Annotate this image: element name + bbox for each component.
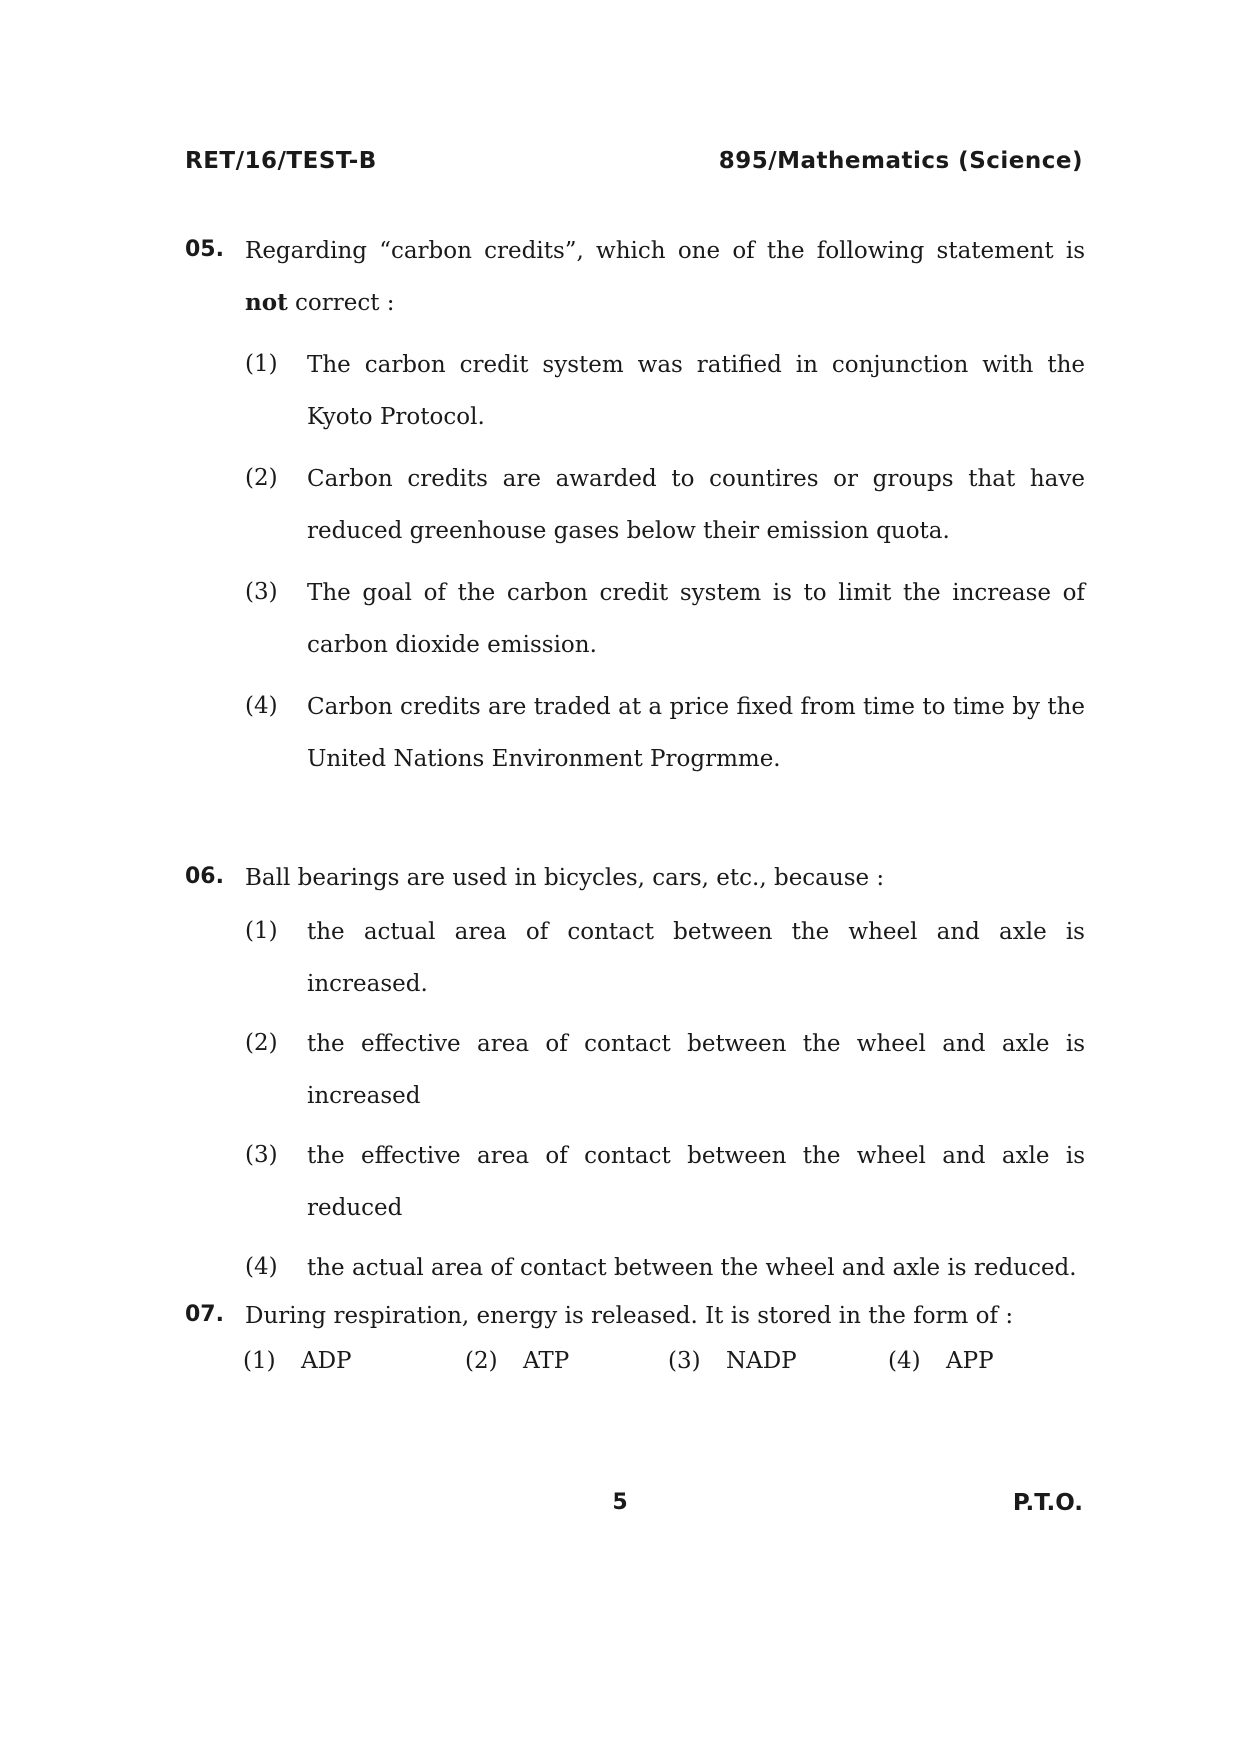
option [888, 1348, 994, 1374]
option-number: (4) [888, 1348, 921, 1374]
option-text: Carbon credits are awarded to countires or groups that have reduced greenhouse gases below their emission quota. [307, 466, 1085, 544]
page-number: 5 [612, 1490, 628, 1515]
option [465, 1348, 569, 1374]
option-text: NADP [726, 1348, 797, 1374]
option [245, 1130, 1085, 1234]
option-number: (3) [245, 1142, 278, 1168]
option-number: (3) [245, 579, 278, 605]
option-number: (1) [245, 351, 278, 377]
option-text: the effective area of contact between the wheel and axle is reduced [307, 1143, 1085, 1221]
option [245, 1242, 1085, 1294]
option-text: Carbon credits are traded at a price fixed from time to time by the United Nations Environment Progrmme. [307, 694, 1085, 772]
option-number: (4) [245, 1254, 278, 1280]
stem-emphasis: not [245, 289, 288, 316]
question-06 [185, 852, 1085, 1294]
option-text: the actual area of contact between the wheel and axle is reduced. [307, 1255, 1077, 1281]
option-text: the actual area of contact between the wheel and axle is increased. [307, 919, 1085, 997]
option-text: the effective area of contact between the wheel and axle is increased [307, 1031, 1085, 1109]
option [245, 339, 1085, 443]
option-number: (2) [245, 465, 278, 491]
option [243, 1348, 352, 1374]
stem-text-end: correct : [295, 290, 395, 316]
question-05 [185, 225, 1085, 785]
question-stem: Ball bearings are used in bicycles, cars, etc., because : [245, 865, 885, 891]
subject-title: 895/Mathematics (Science) [718, 148, 1083, 174]
option-number: (1) [245, 918, 278, 944]
question-number: 05. [185, 237, 224, 262]
option [245, 1018, 1085, 1122]
option [668, 1348, 797, 1374]
question-number: 06. [185, 864, 224, 889]
paper-code: RET/16/TEST-B [185, 148, 377, 174]
option-number: (2) [465, 1348, 498, 1374]
option-row [243, 1348, 1085, 1388]
option-text: The carbon credit system was ratified in conjunction with the Kyoto Protocol. [307, 352, 1085, 430]
stem-text: Regarding “carbon credits”, which one of the following statement is [245, 238, 1085, 264]
option [245, 681, 1085, 785]
question-07 [185, 1290, 1085, 1388]
option-number: (4) [245, 693, 278, 719]
option [245, 906, 1085, 1010]
option-text: APP [946, 1348, 994, 1374]
option-number: (1) [243, 1348, 276, 1374]
option-number: (2) [245, 1030, 278, 1056]
option-number: (3) [668, 1348, 701, 1374]
question-stem [245, 225, 1085, 329]
option-text: ADP [301, 1348, 352, 1374]
option [245, 567, 1085, 671]
question-number: 07. [185, 1302, 224, 1327]
question-stem: During respiration, energy is released. It is stored in the form of : [245, 1303, 1014, 1329]
please-turn-over: P.T.O. [1012, 1490, 1083, 1516]
option-text: The goal of the carbon credit system is to limit the increase of carbon dioxide emission. [307, 580, 1085, 658]
option-text: ATP [523, 1348, 570, 1374]
option [245, 453, 1085, 557]
